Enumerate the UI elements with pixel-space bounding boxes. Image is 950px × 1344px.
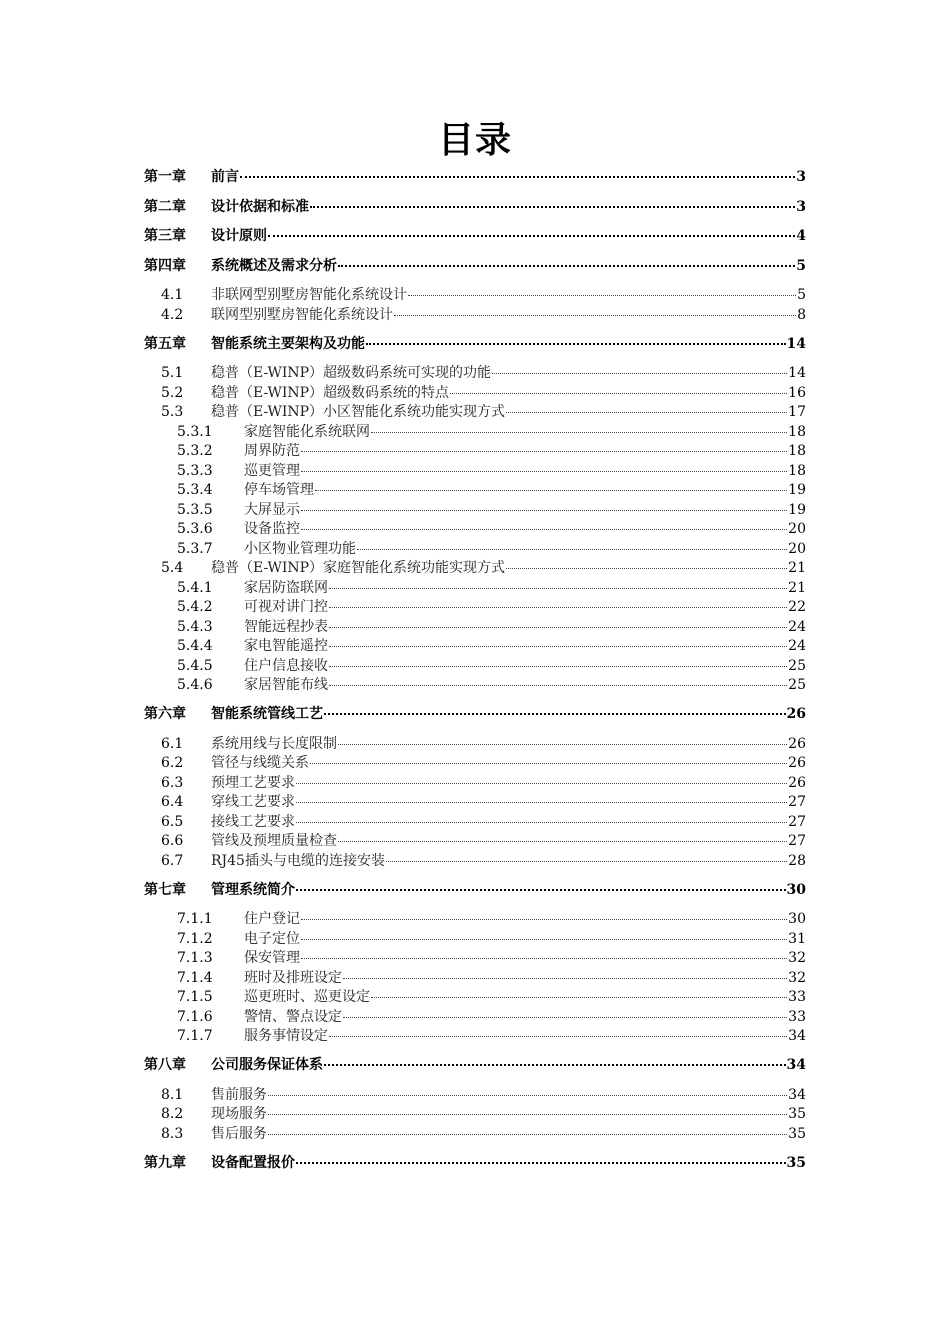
toc-entry-number: 5.4.1: [177, 579, 213, 596]
toc-section-entry[interactable]: [144, 1025, 806, 1045]
toc-entry-title: 稳普（E-WINP）超级数码系统的特点: [211, 384, 450, 401]
toc-page-number: 8: [797, 306, 806, 323]
toc-section-entry[interactable]: [144, 772, 806, 792]
toc-entry-title: 系统用线与长度限制: [211, 735, 337, 752]
toc-section-entry[interactable]: [144, 440, 806, 460]
toc-entry-number: 第五章: [144, 335, 186, 352]
toc-entry-number: 4.1: [161, 287, 184, 303]
toc-chapter-entry[interactable]: [144, 255, 806, 275]
toc-dot-leader: [296, 782, 787, 784]
toc-entry-title: 智能系统主要架构及功能: [211, 335, 365, 352]
toc-section-entry[interactable]: [144, 460, 806, 480]
toc-section-entry[interactable]: [144, 577, 806, 597]
toc-entry-number: 6.2: [161, 755, 184, 771]
toc-entry-title: RJ45插头与电缆的连接安装: [211, 852, 385, 869]
toc-page-number: 35: [788, 1125, 806, 1142]
toc-entry-title: 住户信息接收: [244, 657, 328, 674]
toc-page-number: 35: [788, 1106, 806, 1122]
toc-entry-number: 5.3.3: [177, 462, 213, 479]
toc-page-number: 20: [788, 521, 806, 537]
toc-entry-title: 停车场管理: [244, 482, 314, 498]
toc-section-entry[interactable]: [144, 518, 806, 538]
toc-entry-number: 5.3.4: [177, 482, 213, 498]
toc-dot-leader: [268, 1113, 787, 1115]
toc-chapter-entry[interactable]: [144, 1054, 806, 1074]
toc-dot-leader: [296, 801, 787, 803]
toc-page-number: 27: [788, 813, 806, 830]
toc-entry-number: 第八章: [144, 1057, 186, 1073]
toc-dot-leader: [450, 392, 787, 394]
toc-chapter-entry[interactable]: [144, 166, 806, 186]
toc-entry-number: 5.3.6: [177, 521, 213, 537]
toc-section-entry[interactable]: [144, 1103, 806, 1123]
toc-entry-number: 6.4: [161, 794, 184, 810]
toc-page-number: 19: [788, 501, 806, 518]
toc-entry-title: 巡更管理: [244, 462, 300, 479]
toc-section-entry[interactable]: [144, 908, 806, 928]
toc-entry-number: 第二章: [144, 198, 186, 215]
toc-dot-leader: [329, 665, 787, 667]
toc-entry-title: 智能系统管线工艺: [211, 706, 323, 722]
toc-dot-leader: [324, 712, 786, 715]
toc-entry-number: 5.1: [161, 365, 184, 381]
toc-page-number: 25: [788, 657, 806, 674]
toc-entry-number: 8.2: [161, 1106, 184, 1122]
toc-entry-number: 5.2: [161, 384, 184, 401]
toc-section-entry[interactable]: [144, 928, 806, 948]
toc-entry-title: 电子定位: [244, 930, 300, 947]
toc-dot-leader: [371, 431, 787, 433]
toc-entry-number: 5.3.2: [177, 443, 213, 459]
toc-page-number: 24: [788, 618, 806, 635]
toc-dot-leader: [301, 470, 787, 472]
toc-dot-leader: [408, 294, 796, 296]
toc-dot-leader: [506, 411, 787, 413]
toc-dot-leader: [268, 234, 795, 237]
toc-dot-leader: [343, 977, 787, 979]
toc-entry-title: 住户登记: [244, 911, 300, 927]
toc-entry-number: 8.3: [161, 1125, 184, 1142]
toc-section-entry[interactable]: [144, 967, 806, 987]
toc-entry-number: 6.6: [161, 833, 184, 849]
toc-dot-leader: [296, 821, 787, 823]
toc-entry-number: 7.1.5: [177, 989, 213, 1005]
toc-page-number: 18: [788, 423, 806, 440]
toc-entry-number: 7.1.6: [177, 1008, 213, 1025]
toc-entry-title: 预埋工艺要求: [211, 774, 295, 791]
toc-entry-title: 管径与线缆关系: [211, 755, 309, 771]
toc-page-number: 33: [788, 989, 806, 1005]
toc-section-entry[interactable]: [144, 947, 806, 967]
toc-page-number: 16: [788, 384, 806, 401]
toc-dot-leader: [296, 1161, 786, 1164]
toc-page-number: 19: [788, 482, 806, 498]
toc-entry-title: 稳普（E-WINP）超级数码系统可实现的功能: [211, 365, 492, 381]
toc-section-entry[interactable]: [144, 284, 806, 304]
toc-page-number: 4: [796, 228, 806, 244]
toc-page-number: 30: [788, 911, 806, 927]
toc-entry-number: 第九章: [144, 1154, 186, 1171]
toc-dot-leader: [301, 938, 787, 940]
toc-dot-leader: [329, 645, 787, 647]
toc-dot-leader: [338, 743, 787, 745]
toc-page-number: 5: [797, 287, 806, 303]
toc-page-number: 21: [788, 560, 806, 576]
toc-section-entry[interactable]: [144, 421, 806, 441]
toc-entry-number: 8.1: [161, 1086, 184, 1103]
toc-entry-number: 7.1.2: [177, 930, 213, 947]
toc-section-entry[interactable]: [144, 479, 806, 499]
toc-entry-title: 系统概述及需求分析: [211, 257, 337, 274]
toc-dot-leader: [506, 567, 787, 569]
toc-entry-title: 家居防盗联网: [244, 579, 328, 596]
toc-dot-leader: [310, 762, 787, 764]
toc-page-number: 25: [788, 677, 806, 693]
toc-page-number: 26: [788, 735, 806, 752]
toc-entry-title: 家电智能遥控: [244, 638, 328, 654]
toc-section-entry[interactable]: [144, 499, 806, 519]
toc-section-entry[interactable]: [144, 362, 806, 382]
toc-entry-title: 非联网型别墅房智能化系统设计: [211, 287, 407, 303]
toc-chapter-entry[interactable]: [144, 333, 806, 353]
toc-entry-title: 家居智能布线: [244, 677, 328, 693]
toc-dot-leader: [268, 1094, 787, 1096]
toc-dot-leader: [310, 205, 795, 208]
toc-entry-title: 设计依据和标准: [211, 198, 309, 215]
toc-chapter-entry[interactable]: [144, 1152, 806, 1172]
toc-chapter-entry[interactable]: [144, 225, 806, 245]
toc-page-number: 27: [788, 794, 806, 810]
toc-entry-number: 第四章: [144, 257, 186, 274]
toc-entry-number: 7.1.3: [177, 950, 213, 966]
toc-entry-title: 设计原则: [211, 228, 267, 244]
toc-page-number: 17: [788, 404, 806, 420]
toc-entry-title: 管线及预埋质量检查: [211, 833, 337, 849]
toc-entry-number: 7.1.4: [177, 969, 213, 986]
toc-entry-number: 第一章: [144, 169, 186, 185]
toc-entry-title: 可视对讲门控: [244, 599, 328, 615]
toc-entry-title: 联网型别墅房智能化系统设计: [211, 306, 393, 323]
toc-dot-leader: [371, 996, 787, 998]
toc-entry-number: 6.1: [161, 735, 184, 752]
toc-page-number: 18: [788, 443, 806, 459]
toc-page-number: 27: [788, 833, 806, 849]
toc-entry-number: 5.3.5: [177, 501, 213, 518]
table-of-contents: [144, 166, 806, 1172]
toc-entry-title: 服务事情设定: [244, 1028, 328, 1044]
toc-section-entry[interactable]: [144, 986, 806, 1006]
toc-entry-number: 5.4: [161, 560, 184, 576]
toc-dot-leader: [329, 587, 787, 589]
toc-page-number: 26: [788, 755, 806, 771]
toc-dot-leader: [386, 860, 787, 862]
toc-entry-title: 巡更班时、巡更设定: [244, 989, 370, 1005]
toc-dot-leader: [366, 342, 786, 345]
toc-entry-number: 6.3: [161, 774, 184, 791]
toc-entry-title: 家庭智能化系统联网: [244, 423, 370, 440]
toc-section-entry[interactable]: [144, 304, 806, 324]
toc-entry-number: 5.3.1: [177, 423, 213, 440]
toc-dot-leader: [315, 489, 787, 491]
toc-section-entry[interactable]: [144, 557, 806, 577]
toc-dot-leader: [338, 840, 787, 842]
toc-entry-title: 大屏显示: [244, 501, 300, 518]
toc-entry-title: 稳普（E-WINP）小区智能化系统功能实现方式: [211, 404, 506, 420]
toc-section-entry[interactable]: [144, 1084, 806, 1104]
toc-page-number: 35: [786, 1154, 806, 1171]
toc-entry-title: 智能远程抄表: [244, 618, 328, 635]
toc-dot-leader: [324, 1063, 786, 1066]
toc-section-entry[interactable]: [144, 791, 806, 811]
toc-page-number: 24: [788, 638, 806, 654]
toc-entry-title: 设备配置报价: [211, 1154, 295, 1171]
toc-dot-leader: [301, 450, 787, 452]
toc-section-entry[interactable]: [144, 1006, 806, 1026]
toc-section-entry[interactable]: [144, 401, 806, 421]
toc-page-number: 33: [788, 1008, 806, 1025]
toc-entry-number: 第六章: [144, 706, 186, 722]
toc-entry-title: 稳普（E-WINP）家庭智能化系统功能实现方式: [211, 560, 506, 576]
toc-entry-title: 小区物业管理功能: [244, 540, 356, 557]
toc-entry-title: 售后服务: [211, 1125, 267, 1142]
toc-entry-number: 5.4.5: [177, 657, 213, 674]
toc-page-number: 3: [796, 198, 806, 215]
toc-page-number: 21: [788, 579, 806, 596]
toc-section-entry[interactable]: [144, 616, 806, 636]
toc-page-number: 34: [786, 1057, 806, 1073]
toc-page-number: 34: [788, 1028, 806, 1044]
toc-entry-title: 前言: [211, 169, 239, 185]
toc-entry-number: 7.1.1: [177, 911, 213, 927]
toc-section-entry[interactable]: [144, 596, 806, 616]
toc-chapter-entry[interactable]: [144, 196, 806, 216]
toc-page-number: 14: [788, 365, 806, 381]
toc-entry-title: 警情、警点设定: [244, 1008, 342, 1025]
toc-dot-leader: [296, 888, 786, 891]
toc-dot-leader: [394, 314, 796, 316]
toc-page-number: 30: [786, 881, 806, 898]
toc-section-entry[interactable]: [144, 733, 806, 753]
toc-dot-leader: [301, 528, 787, 530]
page-title: 目录: [437, 120, 512, 161]
toc-section-entry[interactable]: [144, 752, 806, 772]
toc-page-number: 32: [788, 950, 806, 966]
toc-section-entry[interactable]: [144, 811, 806, 831]
toc-dot-leader: [301, 957, 787, 959]
toc-page-number: 26: [788, 774, 806, 791]
toc-entry-title: 穿线工艺要求: [211, 794, 295, 810]
toc-dot-leader: [329, 606, 787, 608]
toc-dot-leader: [301, 509, 787, 511]
toc-entry-number: 7.1.7: [177, 1028, 213, 1044]
toc-page-number: 3: [796, 169, 806, 185]
toc-page-number: 26: [786, 706, 806, 722]
toc-page-number: 34: [788, 1086, 806, 1103]
toc-entry-number: 5.4.4: [177, 638, 213, 654]
toc-entry-title: 售前服务: [211, 1086, 267, 1103]
toc-section-entry[interactable]: [144, 655, 806, 675]
toc-entry-number: 第七章: [144, 881, 186, 898]
toc-section-entry[interactable]: [144, 635, 806, 655]
toc-entry-title: 周界防范: [244, 443, 300, 459]
toc-section-entry[interactable]: [144, 830, 806, 850]
toc-section-entry[interactable]: [144, 538, 806, 558]
toc-dot-leader: [343, 1016, 787, 1018]
toc-dot-leader: [240, 175, 795, 178]
toc-dot-leader: [492, 372, 787, 374]
toc-entry-title: 保安管理: [244, 950, 300, 966]
toc-page-number: 18: [788, 462, 806, 479]
toc-dot-leader: [329, 626, 787, 628]
toc-page-number: 14: [786, 335, 806, 352]
toc-entry-title: 公司服务保证体系: [211, 1057, 323, 1073]
toc-page-number: 22: [788, 599, 806, 615]
toc-page-number: 28: [788, 852, 806, 869]
toc-chapter-entry[interactable]: [144, 703, 806, 723]
toc-dot-leader: [301, 918, 787, 920]
toc-section-entry[interactable]: [144, 674, 806, 694]
toc-page-number: 5: [796, 257, 806, 274]
toc-entry-title: 现场服务: [211, 1106, 267, 1122]
toc-page-number: 20: [788, 540, 806, 557]
toc-entry-title: 管理系统简介: [211, 881, 295, 898]
toc-entry-number: 6.5: [161, 813, 184, 830]
toc-entry-number: 5.4.6: [177, 677, 213, 693]
toc-entry-number: 6.7: [161, 852, 184, 869]
toc-entry-number: 5.3.7: [177, 540, 213, 557]
toc-entry-title: 设备监控: [244, 521, 300, 537]
toc-entry-number: 5.4.2: [177, 599, 213, 615]
toc-section-entry[interactable]: [144, 850, 806, 870]
toc-section-entry[interactable]: [144, 382, 806, 402]
toc-entry-title: 班时及排班设定: [244, 969, 342, 986]
toc-dot-leader: [338, 264, 795, 267]
toc-entry-number: 5.4.3: [177, 618, 213, 635]
toc-entry-number: 4.2: [161, 306, 184, 323]
toc-entry-title: 接线工艺要求: [211, 813, 295, 830]
toc-dot-leader: [268, 1133, 787, 1135]
toc-page-number: 31: [788, 930, 806, 947]
toc-entry-number: 第三章: [144, 228, 186, 244]
toc-dot-leader: [357, 548, 787, 550]
toc-dot-leader: [329, 684, 787, 686]
toc-dot-leader: [329, 1035, 787, 1037]
toc-entry-number: 5.3: [161, 404, 184, 420]
toc-chapter-entry[interactable]: [144, 879, 806, 899]
toc-page-number: 32: [788, 969, 806, 986]
toc-section-entry[interactable]: [144, 1123, 806, 1143]
